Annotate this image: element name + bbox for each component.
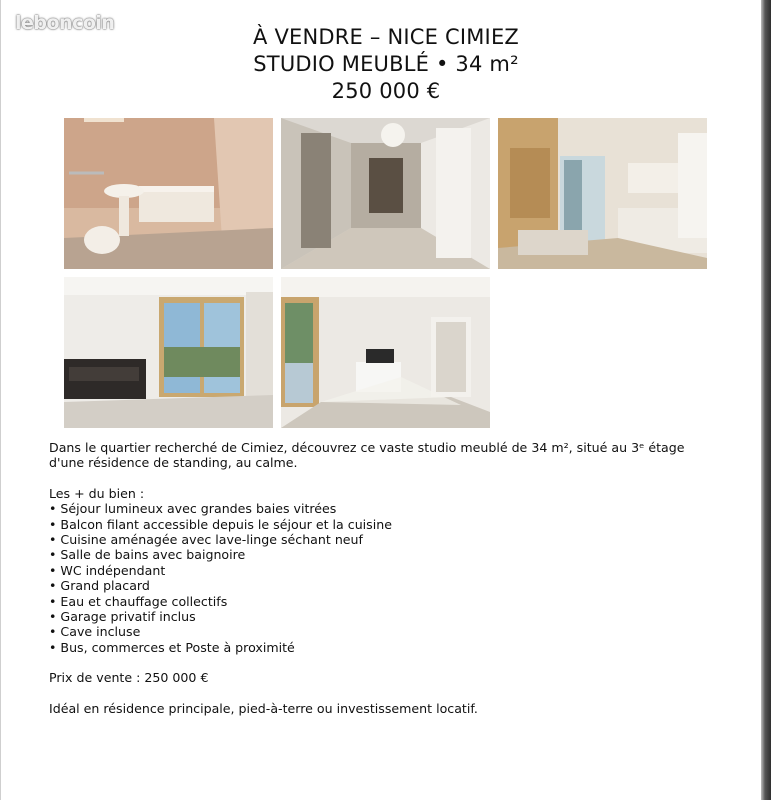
kitchen-photo[interactable] [498, 118, 707, 269]
title-property: STUDIO MEUBLÉ • 34 m² [253, 52, 519, 76]
listing-description [49, 440, 739, 716]
feature-item: • Bus, commerces et Poste à proximité [49, 639, 295, 655]
description-intro-line-1: Dans le quartier recherché de Cimiez, découvrez ce vaste studio meublé de 34 m², situé au 3ᵉ étage [49, 440, 685, 455]
listing-title [1, 24, 771, 105]
studio-room-photo[interactable] [281, 277, 490, 428]
feature-item: • WC indépendant [49, 562, 166, 578]
features-list [49, 501, 739, 655]
title-price: 250 000 € [331, 79, 441, 103]
feature-item: • Cave incluse [49, 624, 141, 640]
title-location: À VENDRE – NICE CIMIEZ [253, 25, 519, 49]
feature-item: • Séjour lumineux avec grandes baies vitrées [49, 501, 337, 517]
closing-line: Idéal en résidence principale, pied-à-terre ou investissement locatif. [49, 700, 478, 716]
feature-item: • Cuisine aménagée avec lave-linge séchant neuf [49, 532, 363, 548]
scroll-edge [761, 0, 771, 800]
feature-item: • Eau et chauffage collectifs [49, 593, 228, 609]
living-room-photo[interactable] [64, 277, 273, 428]
price-line: Prix de vente : 250 000 € [49, 670, 209, 686]
description-intro-line-2: d'une résidence de standing, au calme. [49, 455, 298, 471]
bathroom-photo[interactable] [64, 118, 273, 269]
feature-item: • Salle de bains avec baignoire [49, 547, 246, 563]
feature-item: • Grand placard [49, 578, 150, 594]
feature-item: • Garage privatif inclus [49, 609, 196, 625]
leboncoin-watermark: leboncoin [15, 12, 115, 34]
hallway-photo[interactable] [281, 118, 490, 269]
features-heading: Les + du bien : [49, 485, 145, 501]
feature-item: • Balcon filant accessible depuis le séjour et la cuisine [49, 516, 392, 532]
